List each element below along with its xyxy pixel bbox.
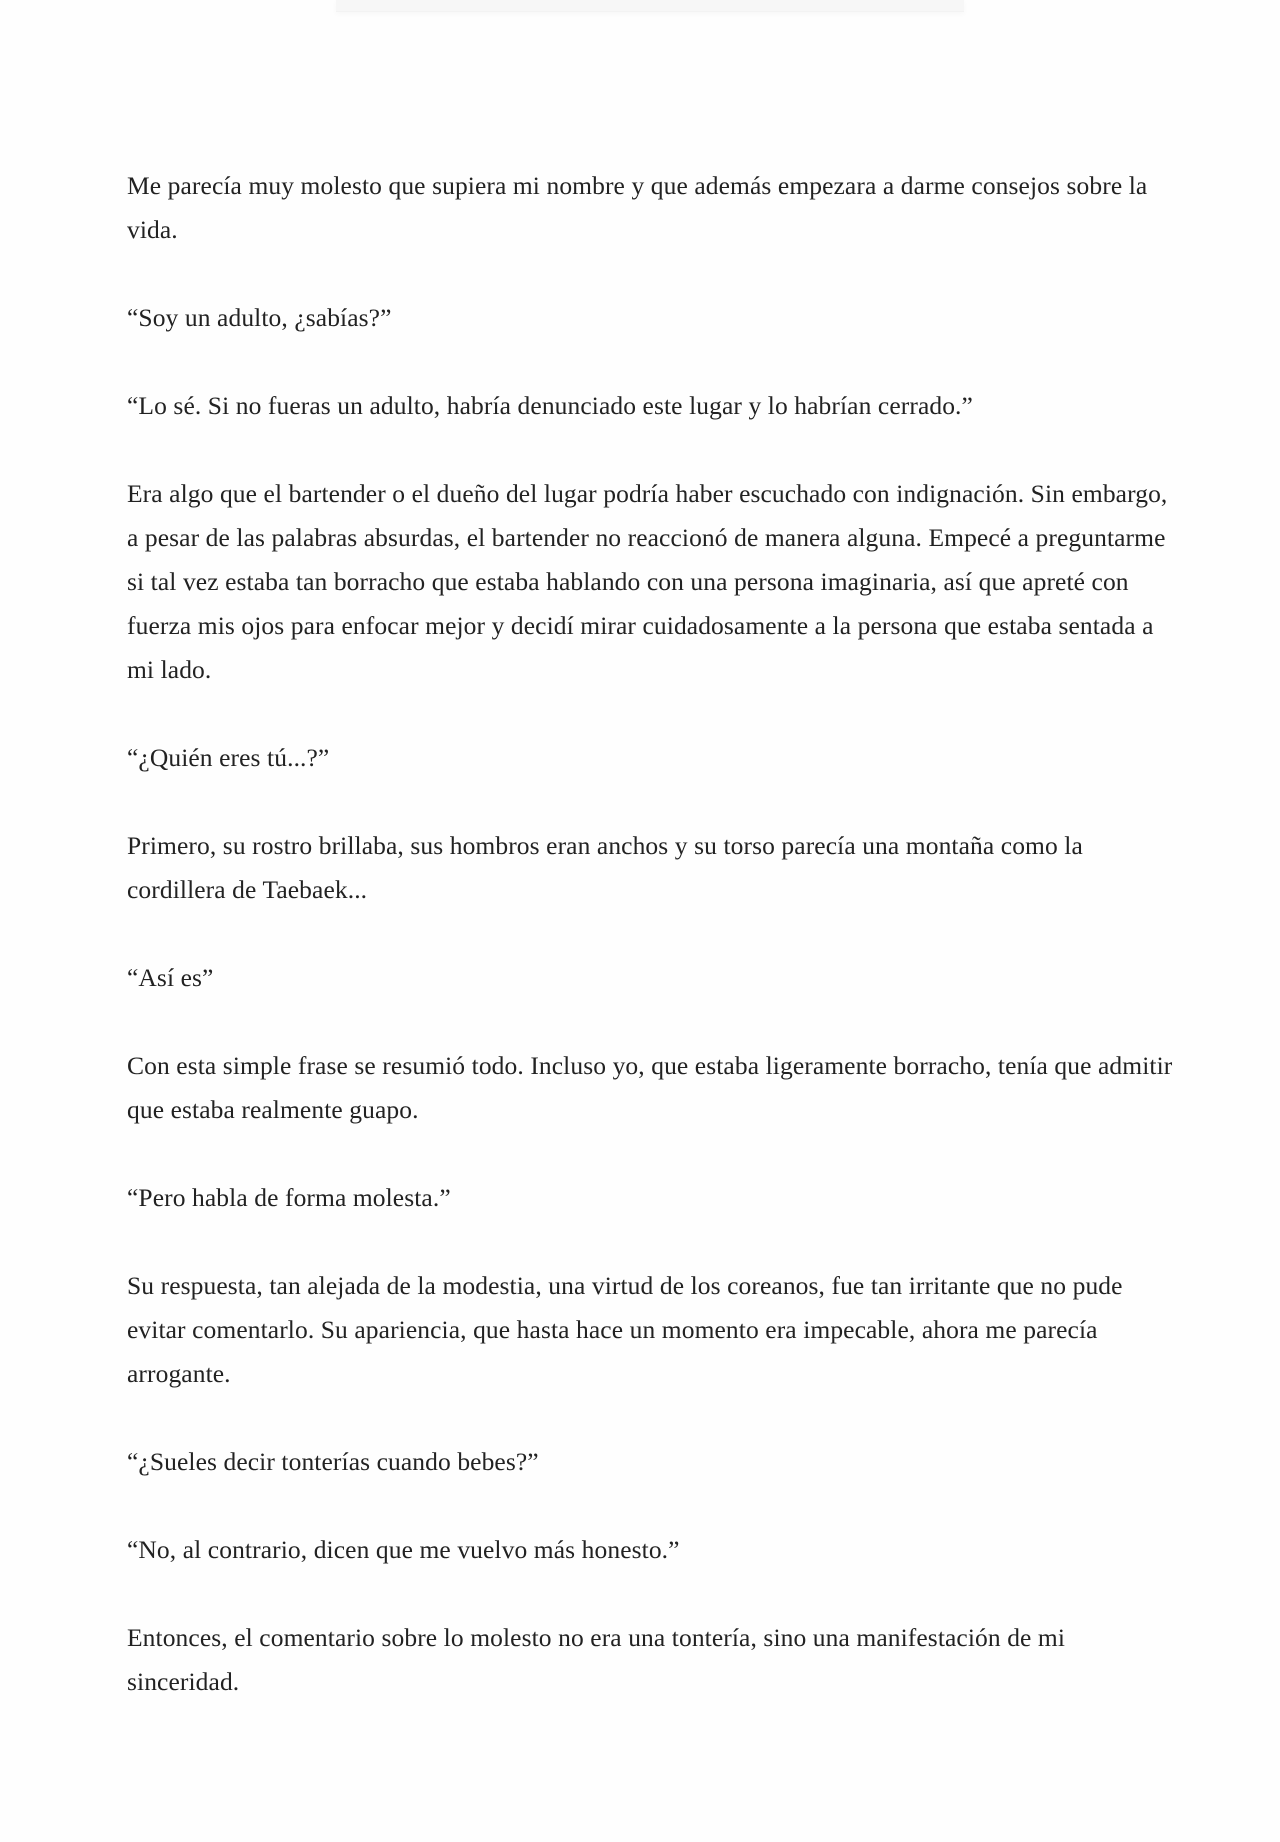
dialogue-line: “Lo sé. Si no fueras un adulto, habría denunciado este lugar y lo habrían cerrado.”	[127, 391, 973, 420]
dialogue-line: “Pero habla de forma molesta.”	[127, 1183, 451, 1212]
top-scroll-bar	[336, 0, 964, 12]
dialogue-line: “¿Quién eres tú...?”	[127, 743, 330, 772]
paragraph: Entonces, el comentario sobre lo molesto no era una tontería, sino una manifestación de mi sinceridad.	[127, 1623, 1066, 1696]
paragraph: Su respuesta, tan alejada de la modestia, una virtud de los coreanos, fue tan irritante que no pude evitar comentarlo. Su apariencia, que hasta hace un momento era impecable, ahora me parecía arrogante.	[127, 1271, 1123, 1388]
dialogue-line: “No, al contrario, dicen que me vuelvo más honesto.”	[127, 1535, 680, 1564]
dialogue-line: “¿Sueles decir tonterías cuando bebes?”	[127, 1447, 539, 1476]
document-body	[127, 164, 1177, 1748]
paragraph: Primero, su rostro brillaba, sus hombros eran anchos y su torso parecía una montaña como la cordillera de Taebaek...	[127, 831, 1083, 904]
paragraph: Era algo que el bartender o el dueño del lugar podría haber escuchado con indignación. Sin embargo, a pesar de las palabras absurdas, el bartender no reaccionó de manera alguna. Empecé a preguntarme si tal vez estaba tan borracho que estaba hablando con una persona imaginaria, así que apreté con fuerza mis ojos para enfocar mejor y decidí mirar cuidadosamente a la persona que estaba sentada a mi lado.	[127, 479, 1168, 684]
dialogue-line: “Soy un adulto, ¿sabías?”	[127, 303, 392, 332]
paragraph: Con esta simple frase se resumió todo. Incluso yo, que estaba ligeramente borracho, tenía que admitir que estaba realmente guapo.	[127, 1051, 1173, 1124]
dialogue-line: “Así es”	[127, 963, 214, 992]
paragraph: Me parecía muy molesto que supiera mi nombre y que además empezara a darme consejos sobre la vida.	[127, 171, 1148, 244]
